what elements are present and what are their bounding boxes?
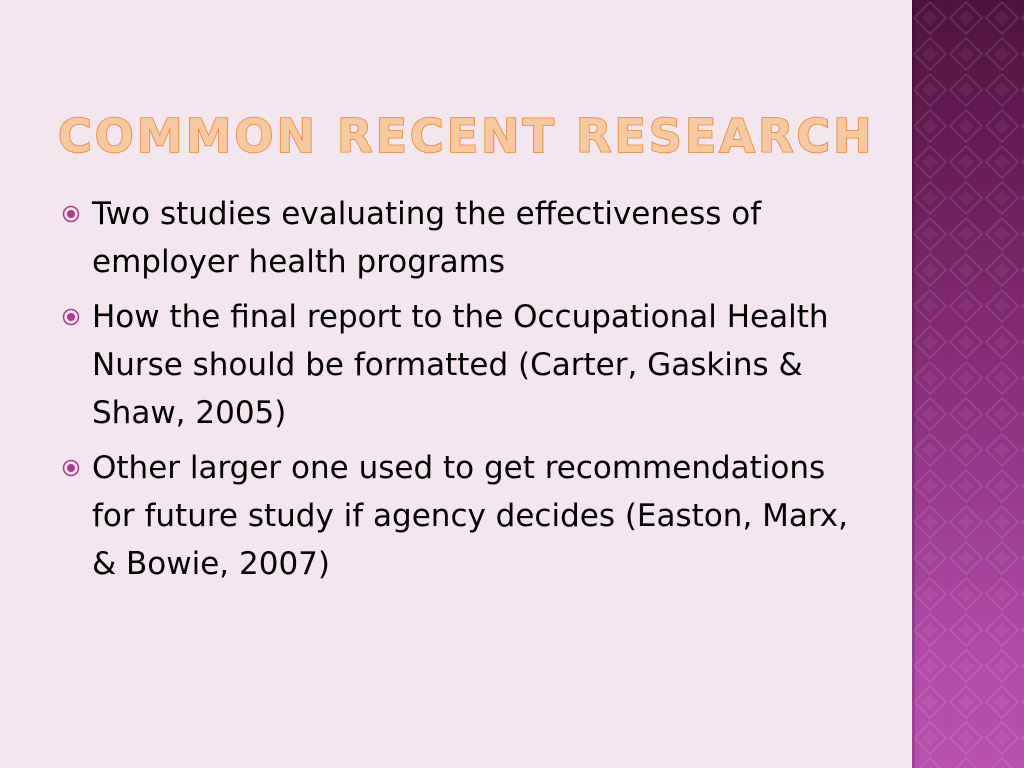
slide-title-graphic	[56, 98, 896, 168]
bullet-item	[62, 190, 862, 286]
bullet-list	[62, 190, 862, 595]
bullet-text: Other larger one used to get recommendations for future study if agency decides (Easton, Marx, & Bowie, 2007)	[92, 450, 849, 582]
decorative-side-panel	[912, 0, 1024, 768]
slide-title	[56, 98, 896, 168]
bullet-item	[62, 444, 862, 588]
slide-title-text: COMMON RECENT RESEARCH	[58, 109, 875, 163]
bullet-item	[62, 293, 862, 437]
radio-bullet-icon	[62, 205, 80, 223]
radio-bullet-icon	[62, 308, 80, 326]
bullet-text: Two studies evaluating the effectiveness of employer health programs	[92, 196, 762, 280]
radio-bullet-icon	[62, 459, 80, 477]
bullet-text: How the final report to the Occupational Health Nurse should be formatted (Carter, Gaskins & Shaw, 2005)	[92, 299, 829, 431]
diamond-pattern-icon	[912, 0, 1024, 768]
